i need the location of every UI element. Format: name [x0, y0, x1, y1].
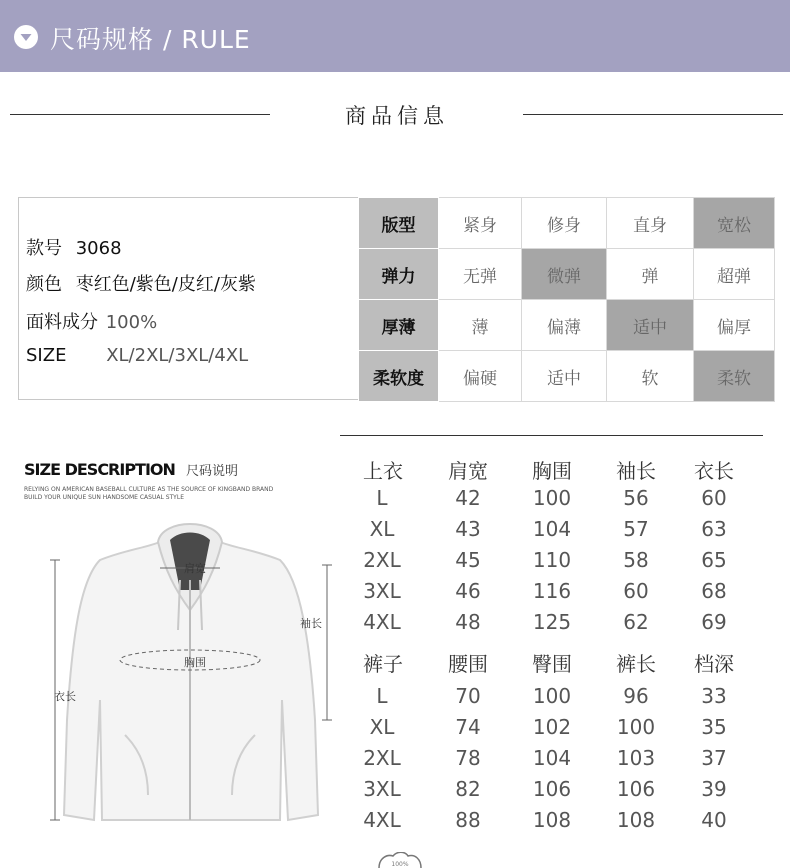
size-table-cell: 125: [532, 610, 572, 634]
size-table-cell: 60: [701, 486, 727, 510]
size-table-cell: L: [376, 486, 388, 510]
size-table-header-cell: 腰围: [448, 652, 488, 676]
size-table-cell: 43: [455, 517, 481, 541]
top-table-row: [345, 486, 765, 517]
pants-table-row: [345, 808, 765, 839]
style-number: [26, 234, 122, 260]
attribute-option: 紧身: [439, 198, 522, 249]
size-table-cell: L: [376, 684, 388, 708]
pants-table-header: [345, 648, 765, 679]
pants-table-row: [345, 715, 765, 746]
banner-title: 尺码规格 / RULE: [50, 25, 251, 54]
size-table-cell: 116: [532, 579, 572, 603]
section-title: 商品信息: [345, 104, 449, 128]
top-table-row: [345, 548, 765, 579]
size-table-header-cell: 裤子: [363, 652, 403, 676]
attribute-label: 柔软度: [359, 351, 439, 402]
size-table-cell: 100: [532, 486, 572, 510]
size-table-cell: 82: [455, 777, 481, 801]
pants-table-row: [345, 746, 765, 777]
label-shoulder: 肩宽: [184, 562, 206, 575]
size-table-cell: 106: [532, 777, 572, 801]
top-table-row: [345, 517, 765, 548]
attribute-option: 超弹: [694, 249, 775, 300]
size-table-cell: 39: [701, 777, 727, 801]
size-table-header-cell: 衣长: [694, 459, 734, 483]
attribute-row: [359, 300, 775, 351]
size-table-cell: 63: [701, 517, 727, 541]
attribute-option: 偏薄: [522, 300, 607, 351]
size-table-header-cell: 胸围: [532, 459, 572, 483]
pants-table-row: [345, 684, 765, 715]
size-table-cell: 48: [455, 610, 481, 634]
chevron-down-circle-icon: [14, 25, 38, 49]
badge-text: 100%: [391, 861, 409, 868]
attribute-row: [359, 198, 775, 249]
size-table-cell: 2XL: [363, 746, 401, 770]
size-description-cn: 尺码说明: [186, 464, 239, 479]
size-table-cell: 62: [623, 610, 649, 634]
label-chest: 胸围: [184, 656, 206, 669]
size-table-cell: 70: [455, 684, 481, 708]
size-table-cell: 2XL: [363, 548, 401, 572]
size-description-title: [24, 460, 238, 479]
size-table-cell: 100: [532, 684, 572, 708]
attribute-option-selected: 适中: [607, 300, 694, 351]
size-table-divider: [340, 435, 763, 436]
size-table-cell: 68: [701, 579, 727, 603]
cotton-badge-icon: [375, 852, 425, 868]
label-sleeve: 袖长: [300, 617, 322, 630]
pants-table-row: [345, 777, 765, 808]
size-table-cell: XL: [369, 715, 395, 739]
size-table-cell: 65: [701, 548, 727, 572]
attribute-label: 弹力: [359, 249, 439, 300]
size-table-cell: 60: [623, 579, 649, 603]
size-table-cell: 110: [532, 548, 572, 572]
size-table-cell: 88: [455, 808, 481, 832]
attribute-option: 直身: [607, 198, 694, 249]
size-table-cell: 35: [701, 715, 727, 739]
size-table-cell: XL: [369, 517, 395, 541]
attribute-option-selected: 宽松: [694, 198, 775, 249]
size-table-cell: 69: [701, 610, 727, 634]
attribute-row: [359, 351, 775, 402]
size-table-cell: 106: [616, 777, 656, 801]
material-info: [26, 308, 157, 334]
top-table-row: [345, 610, 765, 641]
size-table-cell: 57: [623, 517, 649, 541]
size-description-sub1: RELYING ON AMERICAN BASEBALL CULTURE AS THE SOURCE OF KINGBAND BRAND: [24, 486, 274, 493]
divider-right: [523, 114, 783, 115]
size-table-cell: 37: [701, 746, 727, 770]
size-description-en: SIZE DESCRIPTION: [24, 460, 175, 479]
size-table-cell: 96: [623, 684, 649, 708]
color-label: 颜色: [26, 274, 62, 295]
attribute-option: 弹: [607, 249, 694, 300]
top-table-row: [345, 579, 765, 610]
style-number-label: 款号: [26, 238, 62, 259]
attribute-option: 适中: [522, 351, 607, 402]
size-table-cell: 58: [623, 548, 649, 572]
size-label: SIZE: [26, 345, 67, 366]
size-table-cell: 100: [616, 715, 656, 739]
size-table-cell: 74: [455, 715, 481, 739]
size-info: [26, 345, 248, 366]
size-table-cell: 4XL: [363, 808, 401, 832]
size-table-cell: 45: [455, 548, 481, 572]
size-table-cell: 108: [616, 808, 656, 832]
color-value: 枣红色/紫色/皮红/灰紫: [75, 274, 256, 295]
size-table-header-cell: 裤长: [616, 652, 656, 676]
size-table-cell: 42: [455, 486, 481, 510]
size-table-cell: 78: [455, 746, 481, 770]
size-table-cell: 3XL: [363, 579, 401, 603]
size-table-cell: 104: [532, 746, 572, 770]
attribute-grid: [358, 197, 775, 402]
size-table-cell: 102: [532, 715, 572, 739]
size-value: XL/2XL/3XL/4XL: [106, 345, 249, 366]
label-length: 衣长: [54, 690, 76, 703]
size-table-cell: 103: [616, 746, 656, 770]
size-table-cell: 46: [455, 579, 481, 603]
size-table-cell: 4XL: [363, 610, 401, 634]
size-table-cell: 40: [701, 808, 727, 832]
material-label: 面料成分: [26, 312, 98, 333]
size-table-header-cell: 袖长: [616, 459, 656, 483]
size-table-header-cell: 臀围: [532, 652, 572, 676]
attribute-label: 版型: [359, 198, 439, 249]
attribute-option-selected: 微弹: [522, 249, 607, 300]
attribute-label: 厚薄: [359, 300, 439, 351]
size-table-cell: 33: [701, 684, 727, 708]
top-table-header: [345, 455, 765, 486]
divider-left: [10, 114, 270, 115]
attribute-option: 薄: [439, 300, 522, 351]
header-banner: [0, 0, 790, 72]
size-table-cell: 3XL: [363, 777, 401, 801]
attribute-option-selected: 柔软: [694, 351, 775, 402]
color-info: [26, 270, 256, 296]
size-table-header-cell: 档深: [694, 652, 734, 676]
attribute-option: 偏硬: [439, 351, 522, 402]
size-table-cell: 108: [532, 808, 572, 832]
style-number-value: 3068: [75, 238, 122, 259]
product-info-box: [18, 197, 358, 400]
size-table-cell: 56: [623, 486, 649, 510]
size-table-header-cell: 肩宽: [448, 459, 488, 483]
attribute-option: 无弹: [439, 249, 522, 300]
material-value: 100%: [105, 312, 158, 333]
size-table-cell: 104: [532, 517, 572, 541]
attribute-row: [359, 249, 775, 300]
size-description-sub2: BUILD YOUR UNIQUE SUN HANDSOME CASUAL STYLE: [24, 494, 184, 501]
attribute-option: 软: [607, 351, 694, 402]
attribute-option: 修身: [522, 198, 607, 249]
attribute-option: 偏厚: [694, 300, 775, 351]
size-table-header-cell: 上衣: [363, 459, 403, 483]
